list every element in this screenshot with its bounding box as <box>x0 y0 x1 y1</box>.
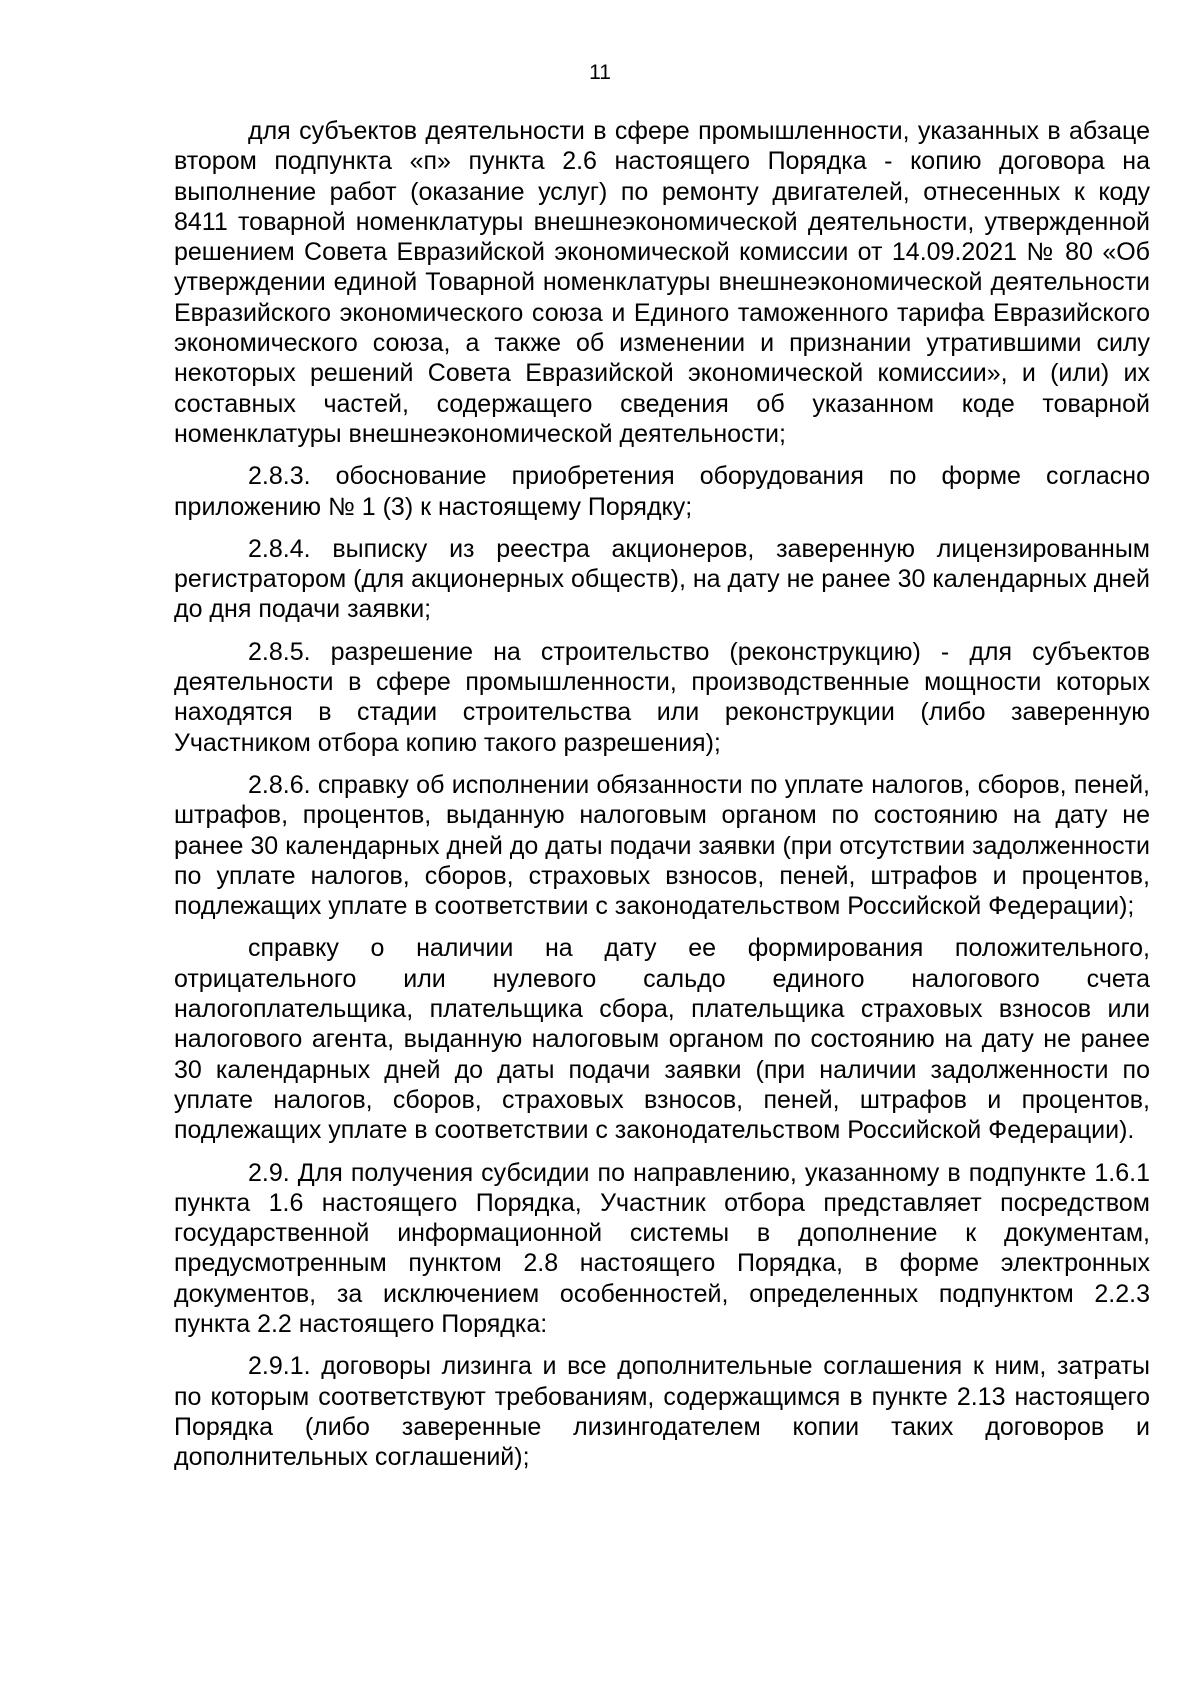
paragraph-2-9: 2.9. Для получения субсидии по направлению, указанному в подпункте 1.6.1 пункта 1.6 настоящего Порядка, Участник отбора представляет посредством государственной информационной системы в дополнение к документам, предусмотренным пунктом 2.8 настоящего Порядка, в форме электронных документов, за исключением особенностей, определенных подпунктом 2.2.3 пункта 2.2 настоящего Порядка: <box>174 1158 1150 1338</box>
paragraph-2-8-6: 2.8.6. справку об исполнении обязанности по уплате налогов, сборов, пеней, штрафов, процентов, выданную налоговым органом по состоянию на дату не ранее 30 календарных дней до даты подачи заявки (при отсутствии задолженности по уплате налогов, сборов, страховых взносов, пеней, штрафов и процентов, подлежащих уплате в соответствии с законодательством Российской Федерации); <box>174 770 1150 921</box>
paragraph-2-8-4: 2.8.4. выписку из реестра акционеров, заверенную лицензированным регистратором (для акционерных обществ), на дату не ранее 30 календарных дней до дня подачи заявки; <box>174 534 1150 624</box>
page-number: 11 <box>589 61 611 84</box>
paragraph-2-9-1: 2.9.1. договоры лизинга и все дополнительные соглашения к ним, затраты по которым соответствуют требованиям, содержащимся в пункте 2.13 настоящего Порядка (либо заверенные лизингодателем копии таких договоров и дополнительных соглашений); <box>174 1352 1150 1472</box>
paragraph-industry-engine-repair: для субъектов деятельности в сфере промышленности, указанных в абзаце втором подпункта «п» пункта 2.6 настоящего Порядка - копию договора на выполнение работ (оказание услуг) по ремонту двигателей, отнесенных к коду 8411 товарной номенклатуры внешнеэкономической деятельности, утвержденной решением Совета Евразийской экономической комиссии от 14.09.2021 № 80 «Об утверждении единой Товарной номенклатуры внешнеэкономической деятельности Евразийского экономического союза и Единого таможенного тарифа Евразийского экономического союза, а также об изменении и признании утратившими силу некоторых решений Совета Евразийской экономической комиссии», и (или) их составных частей, содержащего сведения об указанном коде товарной номенклатуры внешнеэкономической деятельности; <box>174 117 1150 448</box>
paragraph-2-8-3: 2.8.3. обоснование приобретения оборудования по форме согласно приложению № 1 (3) к настоящему Порядку; <box>174 462 1150 521</box>
document-body <box>174 116 1150 1484</box>
paragraph-tax-balance-certificate: справку о наличии на дату ее формирования положительного, отрицательного или нулевого сальдо единого налогового счета налогоплательщика, плательщика сбора, плательщика страховых взносов или налогового агента, выданную налоговым органом по состоянию на дату не ранее 30 календарных дней до даты подачи заявки (при наличии задолженности по уплате налогов, сборов, страховых взносов, пеней, штрафов и процентов, подлежащих уплате в соответствии с законодательством Российской Федерации). <box>174 934 1150 1145</box>
paragraph-2-8-5: 2.8.5. разрешение на строительство (реконструкцию) - для субъектов деятельности в сфере промышленности, производственные мощности которых находятся в стадии строительства или реконструкции (либо заверенную Участником отбора копию такого разрешения); <box>174 637 1150 757</box>
